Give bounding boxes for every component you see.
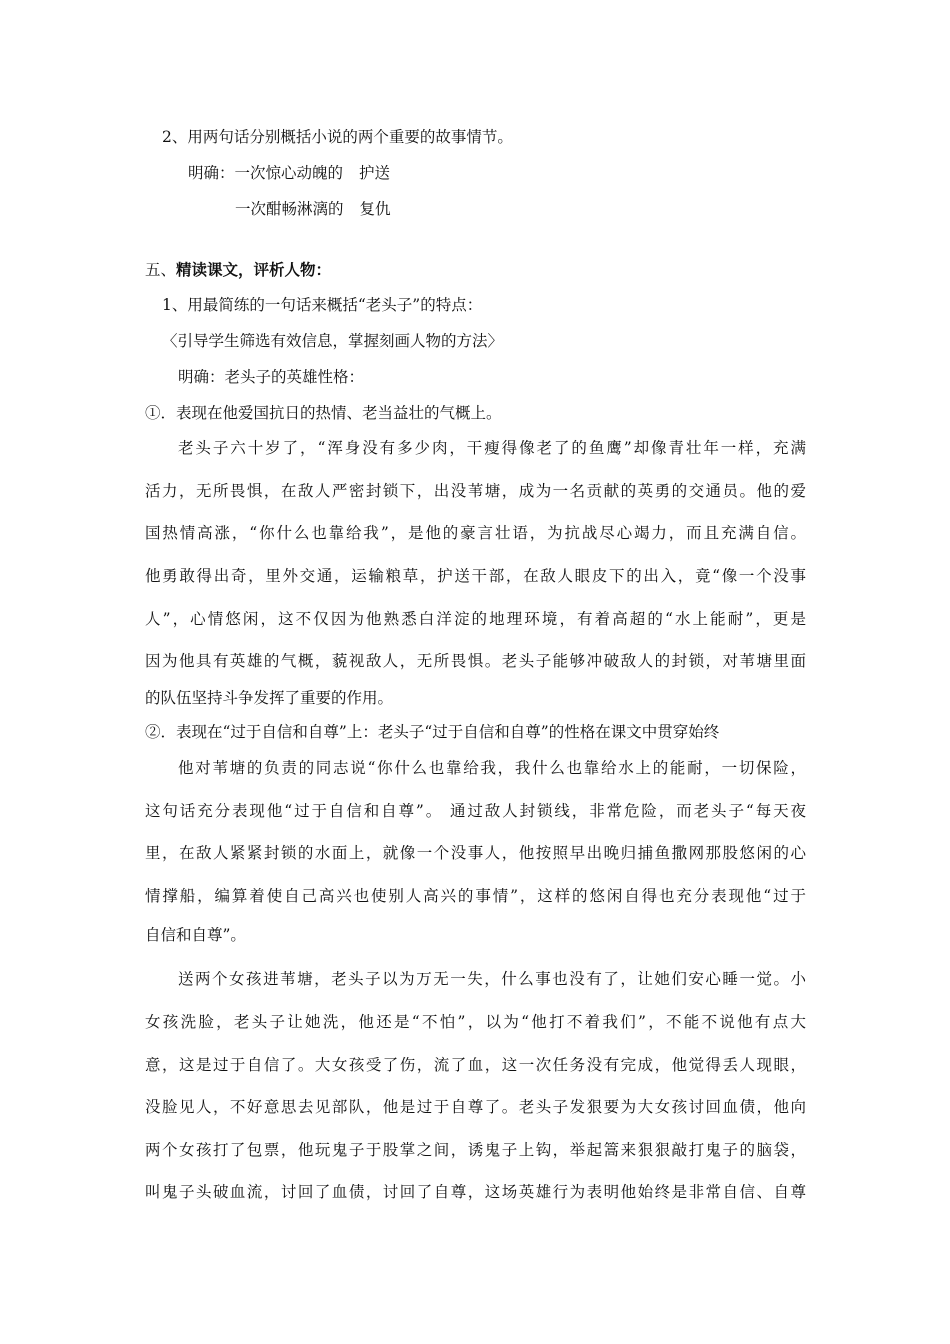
paragraph-line: 老头子六十岁了，“浑身没有多少肉，干瘦得像老了的鱼鹰”却像青壮年一样，充满 bbox=[178, 439, 806, 457]
plot1-text: 一次惊心动魄的 bbox=[234, 164, 344, 182]
section5-heading bbox=[145, 260, 331, 280]
paragraph-line: 自信和自尊”。 bbox=[145, 926, 246, 944]
paragraph-line: 意，这是过于自信了。大女孩受了伤，流了血，这一次任务没有完成，他觉得丢人现眼， bbox=[145, 1056, 806, 1074]
section5-question1: 1、用最简练的一句话来概括“老头子”的特点： bbox=[162, 296, 483, 314]
item2-answer-line1 bbox=[188, 163, 390, 183]
paragraph-line: 情撑船，编算着使自己高兴也使别人高兴的事情”，这样的悠闲自得也充分表现他“过于 bbox=[145, 887, 806, 905]
paragraph-line: 他对苇塘的负责的同志说“你什么也靠给我，我什么也靠给水上的能耐，一切保险， bbox=[178, 759, 806, 777]
point1-heading: ①．表现在他爱国抗日的热情、老当益壮的气概上。 bbox=[145, 404, 502, 422]
paragraph-line: 的队伍坚持斗争发挥了重要的作用。 bbox=[145, 689, 394, 707]
paragraph-line: 里，在敌人紧紧封锁的水面上，就像一个没事人，他按照早出晚归捕鱼撒网那股悠闲的心 bbox=[145, 844, 806, 862]
paragraph-line: 国热情高涨，“你什么也靠给我”，是他的豪言壮语，为抗战尽心竭力，而且充满自信。 bbox=[145, 524, 806, 542]
plot1-word: 护送 bbox=[359, 164, 391, 182]
section5-number: 五、 bbox=[145, 261, 177, 279]
item2-heading: 2、用两句话分别概括小说的两个重要的故事情节。 bbox=[162, 128, 513, 146]
paragraph-line: 送两个女孩进苇塘，老头子以为万无一失，什么事也没有了，让她们安心睡一觉。小 bbox=[178, 970, 806, 988]
point2-heading: ②．表现在“过于自信和自尊”上：老头子“过于自信和自尊”的性格在课文中贯穿始终 bbox=[145, 723, 720, 741]
paragraph-line: 因为他具有英雄的气概，藐视敌人，无所畏惧。老头子能够冲破敌人的封锁，对苇塘里面 bbox=[145, 652, 806, 670]
item2-answer-line2 bbox=[235, 199, 391, 219]
answer-label: 明确： bbox=[188, 164, 235, 182]
section5-answer: 明确：老头子的英雄性格： bbox=[178, 368, 365, 386]
paragraph-line: 两个女孩打了包票，他玩鬼子于股掌之间，诱鬼子上钩，举起篙来狠狠敲打鬼子的脑袋， bbox=[145, 1141, 806, 1159]
paragraph-line: 他勇敢得出奇，里外交通，运输粮草，护送干部，在敌人眼皮下的出入，竟“像一个没事 bbox=[145, 567, 806, 585]
section5-title: 精读课文，评析人物： bbox=[176, 260, 332, 279]
paragraph-line: 人”，心情悠闲，这不仅因为他熟悉白洋淀的地理环境，有着高超的“水上能耐”，更是 bbox=[145, 610, 806, 628]
paragraph-line: 这句话充分表现他“过于自信和自尊”。 通过敌人封锁线，非常危险，而老头子“每天夜 bbox=[145, 802, 806, 820]
plot2-word: 复仇 bbox=[359, 200, 391, 218]
paragraph-line: 活力，无所畏惧，在敌人严密封锁下，出没苇塘，成为一名贡献的英勇的交通员。他的爱 bbox=[145, 482, 806, 500]
paragraph-line: 没脸见人，不好意思去见部队，他是过于自尊了。老头子发狠要为大女孩讨回血债，他向 bbox=[145, 1098, 806, 1116]
section5-hint: 〈引导学生筛选有效信息，掌握刻画人物的方法〉 bbox=[162, 332, 504, 350]
paragraph-line: 女孩洗脸，老头子让她洗，他还是“不怕”，以为“他打不着我们”，不能不说他有点大 bbox=[145, 1013, 806, 1031]
plot2-text: 一次酣畅淋漓的 bbox=[235, 200, 344, 218]
paragraph-line: 叫鬼子头破血流，讨回了血债，讨回了自尊，这场英雄行为表明他始终是非常自信、自尊 bbox=[145, 1183, 806, 1201]
